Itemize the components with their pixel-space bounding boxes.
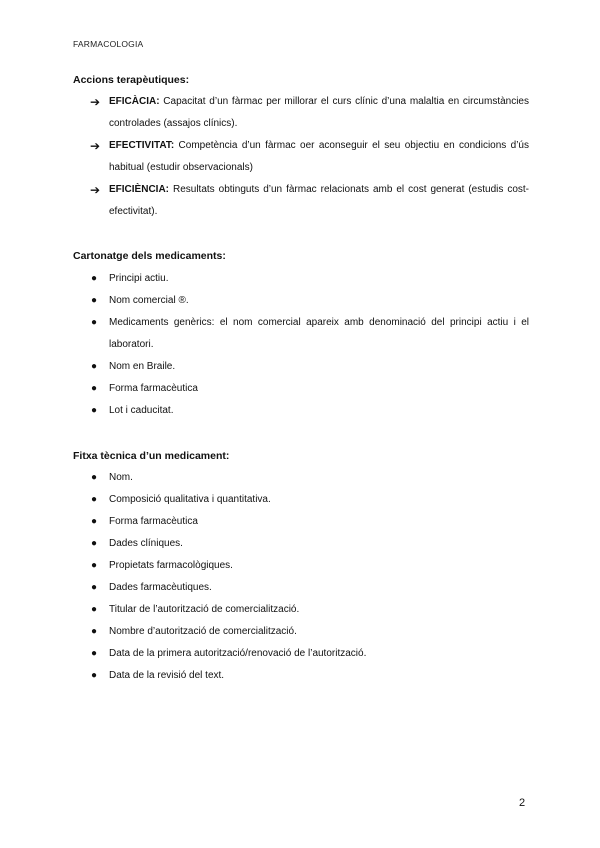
list-item: Composició qualitativa i quantitativa. xyxy=(109,494,271,505)
list-item xyxy=(109,135,529,179)
page-header: FARMACOLOGIA xyxy=(73,39,144,49)
bullet-dot-icon: ● xyxy=(91,582,98,593)
list-item: Forma farmacèutica xyxy=(109,383,198,394)
bullet-dot-icon: ● xyxy=(91,538,98,549)
bullet-dot-icon: ● xyxy=(91,383,98,394)
bullet-dot-icon: ● xyxy=(91,472,98,483)
bullet-dot-icon: ● xyxy=(91,604,98,615)
list-item xyxy=(109,91,529,135)
text-eficiencia: Resultats obtinguts d’un fàrmac relacionats amb el cost generat (estudis cost-efectivitat). xyxy=(109,184,529,217)
list-item: Data de la primera autorització/renovació de l’autorització. xyxy=(109,648,367,659)
list-item: Nombre d’autorització de comercialització. xyxy=(109,626,297,637)
bullet-dot-icon: ● xyxy=(91,560,98,571)
arrow-right-icon: ➔ xyxy=(90,183,101,197)
list-item xyxy=(109,179,529,223)
text-eficacia: Capacitat d’un fàrmac per millorar el curs clínic d’una malaltia en circumstàncies controlades (assajos clínics). xyxy=(109,96,529,129)
list-item: Data de la revisió del text. xyxy=(109,670,225,681)
bullet-dot-icon: ● xyxy=(91,295,98,306)
list-item: Titular de l’autorització de comercialització. xyxy=(109,604,300,615)
page-number: 2 xyxy=(519,797,526,809)
list-item: Nom en Braile. xyxy=(109,361,176,372)
section-title-fitxa: Fitxa tècnica d’un medicament: xyxy=(73,450,230,462)
bullet-dot-icon: ● xyxy=(91,670,98,681)
bullet-dot-icon: ● xyxy=(91,361,98,372)
bullet-dot-icon: ● xyxy=(91,273,98,284)
list-item: Dades clíniques. xyxy=(109,538,183,549)
list-item: Nom. xyxy=(109,472,133,483)
list-item: Nom comercial ®. xyxy=(109,295,189,306)
list-item: Forma farmacèutica xyxy=(109,516,198,527)
list-item: Lot i caducitat. xyxy=(109,405,174,416)
arrow-right-icon: ➔ xyxy=(90,95,101,109)
bullet-dot-icon: ● xyxy=(91,648,98,659)
list-item: Principi actiu. xyxy=(109,273,169,284)
list-item: Propietats farmacològiques. xyxy=(109,560,233,571)
bullet-dot-icon: ● xyxy=(91,317,98,328)
list-item: Dades farmacèutiques. xyxy=(109,582,212,593)
term-eficiencia: EFICIÈNCIA: xyxy=(109,184,169,195)
term-eficacia: EFICÀCIA: xyxy=(109,96,160,107)
list-item: Medicaments genèrics: el nom comercial apareix amb denominació del principi actiu i el laboratori. xyxy=(109,317,529,350)
bullet-dot-icon: ● xyxy=(91,494,98,505)
bullet-dot-icon: ● xyxy=(91,516,98,527)
arrow-right-icon: ➔ xyxy=(90,139,101,153)
bullet-dot-icon: ● xyxy=(91,405,98,416)
term-efectivitat: EFECTIVITAT: xyxy=(109,140,175,151)
section-title-accions: Accions terapèutiques: xyxy=(73,74,190,86)
bullet-dot-icon: ● xyxy=(91,626,98,637)
text-efectivitat: Competència d’un fàrmac oer aconseguir el seu objectiu en condicions d’ús habitual (estudir observacionals) xyxy=(109,140,529,173)
section-title-cartonatge: Cartonatge dels medicaments: xyxy=(73,250,226,262)
